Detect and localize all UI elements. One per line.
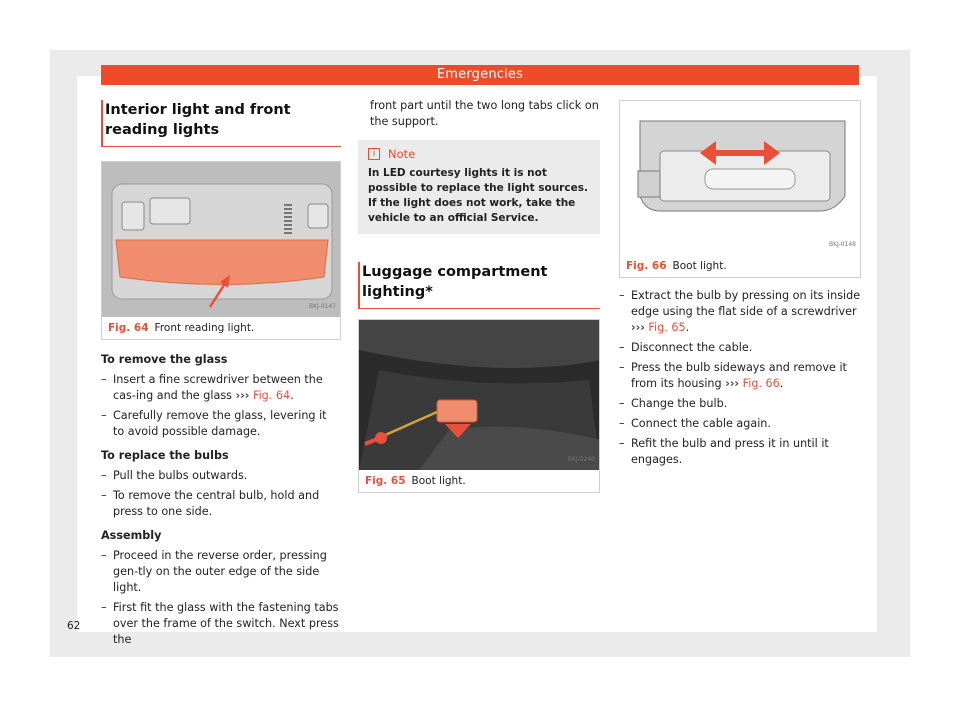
figure-66-caption [620, 255, 860, 277]
section-header: Emergencies [101, 65, 859, 85]
figure-65-number: Fig. 65 [365, 475, 406, 487]
figure-66-image [620, 101, 860, 255]
heading-remove-glass: To remove the glass [101, 353, 228, 366]
step-extract-bulb [619, 288, 861, 336]
figure-64 [101, 161, 341, 340]
step-connect-cable: – Connect the cable again. [619, 416, 861, 432]
section-title-interior-light: Interior light and front reading lights [101, 100, 341, 147]
page-number: 62 [67, 620, 81, 632]
note-box [358, 140, 600, 234]
step-end: . [779, 377, 784, 390]
step-end: . [685, 321, 690, 334]
note-text: In LED courtesy lights it is not possible to replace the light sources. If the light does not work, take the vehicle to an official Service. [368, 167, 588, 224]
figure-64-caption-text: Front reading light. [154, 322, 255, 334]
figure-65-image [359, 320, 599, 470]
figure-64-number: Fig. 64 [108, 322, 149, 334]
step-press-bulb [619, 360, 861, 392]
step-text: Insert a fine screwdriver between the cas-ing and the glass [113, 373, 323, 402]
step-replace-bulbs-2: – To remove the central bulb, hold and press to one side. [101, 488, 341, 520]
step-text: Press the bulb sideways and remove it from its housing [631, 361, 847, 390]
left-column [101, 100, 341, 648]
figure-66-caption-text: Boot light. [672, 260, 727, 272]
heading-replace-bulbs: To replace the bulbs [101, 449, 229, 462]
figure-64-caption [102, 317, 340, 339]
figure-64-image [102, 162, 340, 317]
step-disconnect-cable: – Disconnect the cable. [619, 340, 861, 356]
figure-64-code: BKJ-0147 [308, 303, 336, 310]
figure-66-number: Fig. 66 [626, 260, 667, 272]
continuation-text: front part until the two long tabs click on the support. [370, 99, 599, 128]
figure-66 [619, 100, 861, 278]
section-title-luggage: Luggage compartment lighting* [358, 262, 600, 309]
figure-65 [358, 319, 600, 493]
step-change-bulb: – Change the bulb. [619, 396, 861, 412]
xref-arrows: ››› [631, 321, 645, 334]
step-remove-glass-2: – Carefully remove the glass, levering it to avoid possible damage. [101, 408, 341, 440]
note-label: Note [388, 147, 416, 161]
front-reading-light-illustration [102, 162, 340, 317]
link-fig-64[interactable]: Fig. 64 [252, 389, 291, 402]
middle-column [358, 98, 600, 493]
step-remove-glass-1 [101, 372, 341, 404]
link-fig-65[interactable]: Fig. 65 [648, 321, 686, 334]
right-column [619, 100, 861, 468]
step-end: . [290, 389, 294, 402]
note-header [368, 146, 592, 162]
figure-65-caption-text: Boot light. [411, 475, 466, 487]
step-assembly-1: – Proceed in the reverse order, pressing gen-tly on the outer edge of the side light. [101, 548, 341, 596]
figure-66-code: BKJ-0148 [828, 241, 856, 248]
boot-light-steps [619, 288, 861, 468]
boot-light-illustration [359, 320, 599, 470]
link-fig-66[interactable]: Fig. 66 [742, 377, 780, 390]
heading-assembly: Assembly [101, 529, 162, 542]
step-text: Extract the bulb by pressing on its inside edge using the flat side of a screwdriver [631, 289, 861, 318]
xref-arrows: ››› [235, 389, 250, 402]
boot-light-bulb-illustration [620, 101, 860, 255]
step-assembly-2: – First fit the glass with the fastening tabs over the frame of the switch. Next press the [101, 600, 341, 648]
step-replace-bulbs-1: – Pull the bulbs outwards. [101, 468, 341, 484]
figure-65-code: BKJ-0240 [567, 456, 595, 463]
step-refit-bulb: – Refit the bulb and press it in until it engages. [619, 436, 861, 468]
xref-arrows: ››› [725, 377, 740, 390]
figure-65-caption [359, 470, 599, 492]
info-icon: i [368, 148, 380, 160]
